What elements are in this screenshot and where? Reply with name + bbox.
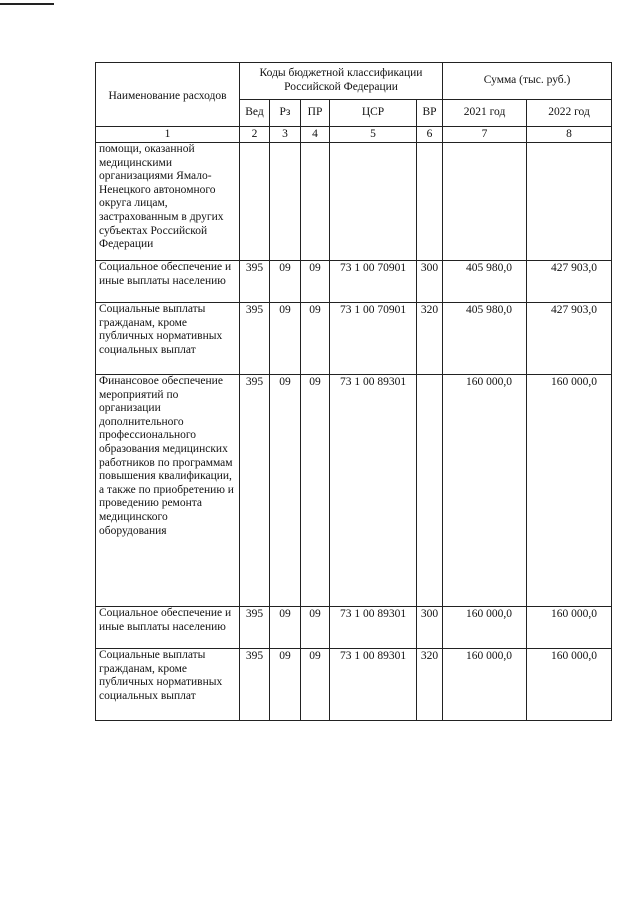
col-number: 5 — [330, 127, 417, 143]
header-2022: 2022 год — [527, 100, 612, 127]
code-csr: 73 1 00 89301 — [330, 649, 417, 721]
header-2021: 2021 год — [443, 100, 527, 127]
code-ved: 395 — [240, 607, 270, 649]
expense-name: Социальное обеспечение и иные выплаты населению — [96, 261, 240, 303]
amount-2022: 160 000,0 — [527, 649, 612, 721]
header-vr: ВР — [417, 100, 443, 127]
code-rz: 09 — [270, 261, 301, 303]
code-vr — [417, 143, 443, 261]
code-pr: 09 — [301, 303, 330, 375]
expense-name: Социальные выплаты гражданам, кроме публичных нормативных социальных выплат — [96, 303, 240, 375]
amount-2022: 160 000,0 — [527, 607, 612, 649]
code-pr: 09 — [301, 607, 330, 649]
table-row — [96, 261, 612, 303]
code-csr — [330, 143, 417, 261]
code-rz: 09 — [270, 607, 301, 649]
code-ved — [240, 143, 270, 261]
amount-2022: 427 903,0 — [527, 261, 612, 303]
expense-name: Социальное обеспечение и иные выплаты населению — [96, 607, 240, 649]
expense-name: помощи, оказанной медицинскими организациями Ямало-Ненецкого автономного округа лицам, застрахованным в других субъектах Российской Федерации — [96, 143, 240, 261]
amount-2021: 405 980,0 — [443, 303, 527, 375]
table-row — [96, 143, 612, 261]
table-row — [96, 649, 612, 721]
amount-2021: 160 000,0 — [443, 375, 527, 607]
code-ved: 395 — [240, 261, 270, 303]
amount-2021 — [443, 143, 527, 261]
col-number: 1 — [96, 127, 240, 143]
table-row — [96, 303, 612, 375]
code-csr: 73 1 00 89301 — [330, 607, 417, 649]
code-vr — [417, 375, 443, 607]
code-vr: 320 — [417, 649, 443, 721]
header-csr: ЦСР — [330, 100, 417, 127]
code-pr: 09 — [301, 649, 330, 721]
code-rz — [270, 143, 301, 261]
code-pr — [301, 143, 330, 261]
code-vr: 300 — [417, 607, 443, 649]
code-vr: 300 — [417, 261, 443, 303]
table-row — [96, 375, 612, 607]
col-number: 7 — [443, 127, 527, 143]
code-csr: 73 1 00 70901 — [330, 303, 417, 375]
budget-table — [95, 62, 612, 721]
header-name: Наименование расходов — [96, 63, 240, 127]
code-csr: 73 1 00 70901 — [330, 261, 417, 303]
code-rz: 09 — [270, 375, 301, 607]
code-ved: 395 — [240, 649, 270, 721]
code-pr: 09 — [301, 375, 330, 607]
header-codes-group: Коды бюджетной классификации Российской Федерации — [240, 63, 443, 100]
top-rule — [0, 3, 54, 5]
amount-2022 — [527, 143, 612, 261]
code-csr: 73 1 00 89301 — [330, 375, 417, 607]
code-ved: 395 — [240, 375, 270, 607]
code-rz: 09 — [270, 303, 301, 375]
expense-name: Социальные выплаты гражданам, кроме публичных нормативных социальных выплат — [96, 649, 240, 721]
col-number: 4 — [301, 127, 330, 143]
amount-2021: 160 000,0 — [443, 607, 527, 649]
header-rz: Рз — [270, 100, 301, 127]
col-number: 3 — [270, 127, 301, 143]
code-vr: 320 — [417, 303, 443, 375]
column-number-row — [96, 127, 612, 143]
amount-2022: 160 000,0 — [527, 375, 612, 607]
col-number: 2 — [240, 127, 270, 143]
col-number: 8 — [527, 127, 612, 143]
col-number: 6 — [417, 127, 443, 143]
header-sum-group: Сумма (тыс. руб.) — [443, 63, 612, 100]
code-ved: 395 — [240, 303, 270, 375]
table-row — [96, 607, 612, 649]
code-rz: 09 — [270, 649, 301, 721]
amount-2021: 160 000,0 — [443, 649, 527, 721]
code-pr: 09 — [301, 261, 330, 303]
header-pr: ПР — [301, 100, 330, 127]
expense-name: Финансовое обеспечение мероприятий по организации дополнительного профессионального образования медицинских работников по программам повышения квалификации, а также по приобретению и проведению ремонта медицинского оборудования — [96, 375, 240, 607]
amount-2021: 405 980,0 — [443, 261, 527, 303]
header-ved: Вед — [240, 100, 270, 127]
amount-2022: 427 903,0 — [527, 303, 612, 375]
